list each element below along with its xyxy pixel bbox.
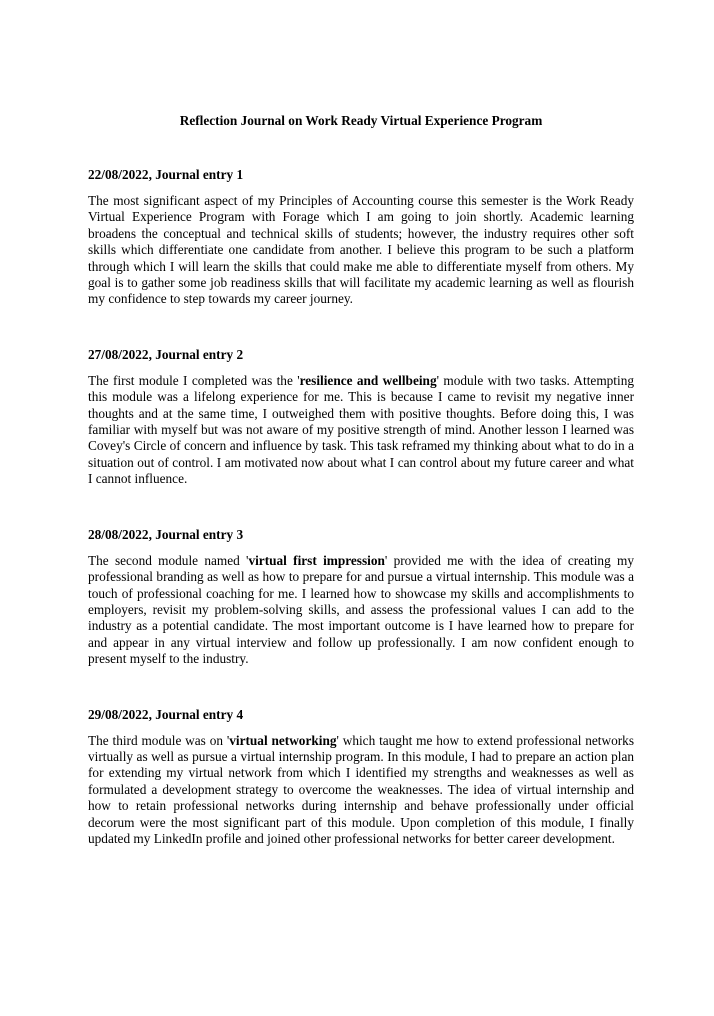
document-title: Reflection Journal on Work Ready Virtual Experience Program [179, 113, 543, 128]
entry-spacer [88, 308, 634, 347]
journal-entry-1 [88, 167, 634, 308]
entry-text-after: ' provided me with the idea of creating my professional branding as well as how to prepare for and pursue a virtual internship. This module was a touch of professional coaching for me. I learned how to showcase my skills and accomplishments to employers, revisit my problem-solving skills, and assess the professional values I can add to the industry as a potential candidate. The most important outcome is I have learned how to prepare for and appear in any virtual interview and follow up professionally. I am now confident enough to present myself to the industry. [88, 552, 634, 667]
entry-heading: 29/08/2022, Journal entry 4 [88, 706, 244, 722]
journal-entry-4 [88, 707, 634, 848]
document-page [88, 113, 634, 847]
entry-body [88, 733, 634, 848]
entry-heading: 22/08/2022, Journal entry 1 [88, 167, 244, 182]
module-name: resilience and wellbeing [299, 372, 437, 388]
entry-heading: 28/08/2022, Journal entry 3 [88, 526, 244, 542]
entry-body [88, 193, 634, 308]
entry-text-before: The first module I completed was the ' [88, 372, 300, 388]
module-name: virtual networking [229, 732, 337, 748]
module-name: virtual first impression [248, 552, 385, 568]
journal-entry-2 [88, 347, 634, 488]
entry-spacer [88, 668, 634, 707]
journal-entry-3 [88, 527, 634, 668]
entry-heading: 27/08/2022, Journal entry 2 [88, 346, 244, 362]
entry-text-before: The third module was on ' [88, 732, 230, 748]
entry-text: The most significant aspect of my Principles of Accounting course this semester is the Work Ready Virtual Experience Program with Forage which I am going to join shortly. Academic learning broadens the conceptual and technical skills of students; however, the industry requires other soft skills which differentiate one candidate from another. I believe this program to be such a platform through which I will learn the skills that could make me able to differentiate myself from others. My goal is to gather some job readiness skills that will facilitate my academic learning as well as flourish my confidence to step towards my career journey. [88, 193, 634, 307]
entry-body [88, 373, 634, 488]
entry-text-after: ' module with two tasks. Attempting this module was a lifelong experience for me. This is because I came to revisit my negative inner thoughts and at the same time, I outweighed them with positive thoughts. Before doing this, I was familiar with myself but was not aware of my positive strength of mind. Another lesson I learned was Covey's Circle of concern and influence by task. This task reframed my thinking about what to do in a situation out of control. I am motivated now about what I can control about my future career and what I cannot influence. [88, 372, 634, 487]
entry-spacer [88, 488, 634, 527]
entry-body [88, 553, 634, 668]
entry-text-after: ' which taught me how to extend professional networks virtually as well as pursue a virtual internship program. In this module, I had to prepare an action plan for extending my virtual network from which I identified my strengths and weaknesses as well as formulated a development strategy to overcome the weaknesses. The idea of virtual internship and how to retain professional networks during internship and behave professionally under official decorum were the most significant part of this module. Upon completion of this module, I finally updated my LinkedIn profile and joined other professional networks for better career development. [88, 732, 634, 846]
entry-text-before: The second module named ' [88, 552, 249, 568]
